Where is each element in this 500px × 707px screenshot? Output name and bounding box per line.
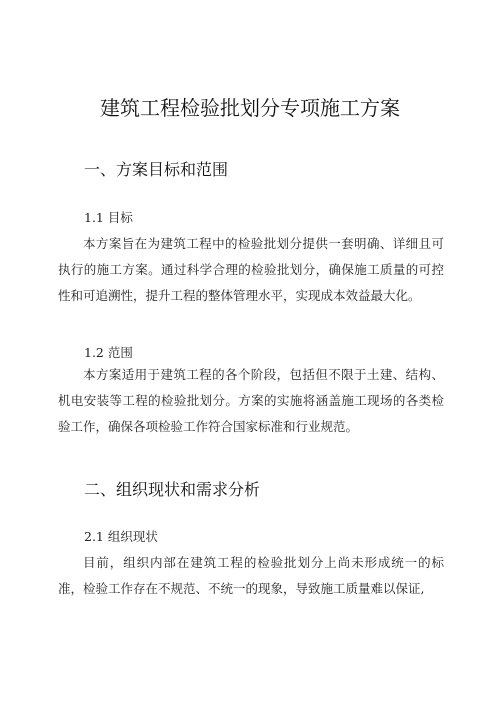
section-heading-organization-analysis: 二、组织现状和需求分析 [84, 480, 261, 499]
paragraph-scope: 本方案适用于建筑工程的各个阶段，包括但不限于土建、结构、机电安装等工程的检验批划分。方案的实施将涵盖施工现场的各类检验工作，确保各项检验工作符合国家标准和行业规范。 [58, 367, 444, 434]
subsection-heading-scope: 1.2 范围 [84, 345, 133, 360]
paragraph-goal: 本方案旨在为建筑工程中的检验批划分提供一套明确、详细且可执行的施工方案。通过科学合理的检验批划分，确保施工质量的可控性和可追溯性，提升工程的整体管理水平，实现成本效益最大化。 [58, 236, 444, 303]
subsection-heading-org-status: 2.1 组织现状 [84, 529, 158, 544]
section-heading-goals-scope: 一、方案目标和范围 [84, 160, 229, 179]
subsection-heading-goal: 1.1 目标 [84, 210, 133, 225]
document-title: 建筑工程检验批划分专项施工方案 [100, 96, 400, 120]
paragraph-org-status: 目前，组织内部在建筑工程的检验批划分上尚未形成统一的标准，检验工作存在不规范、不统一的现象，导致施工质量难以保证, [58, 555, 444, 596]
